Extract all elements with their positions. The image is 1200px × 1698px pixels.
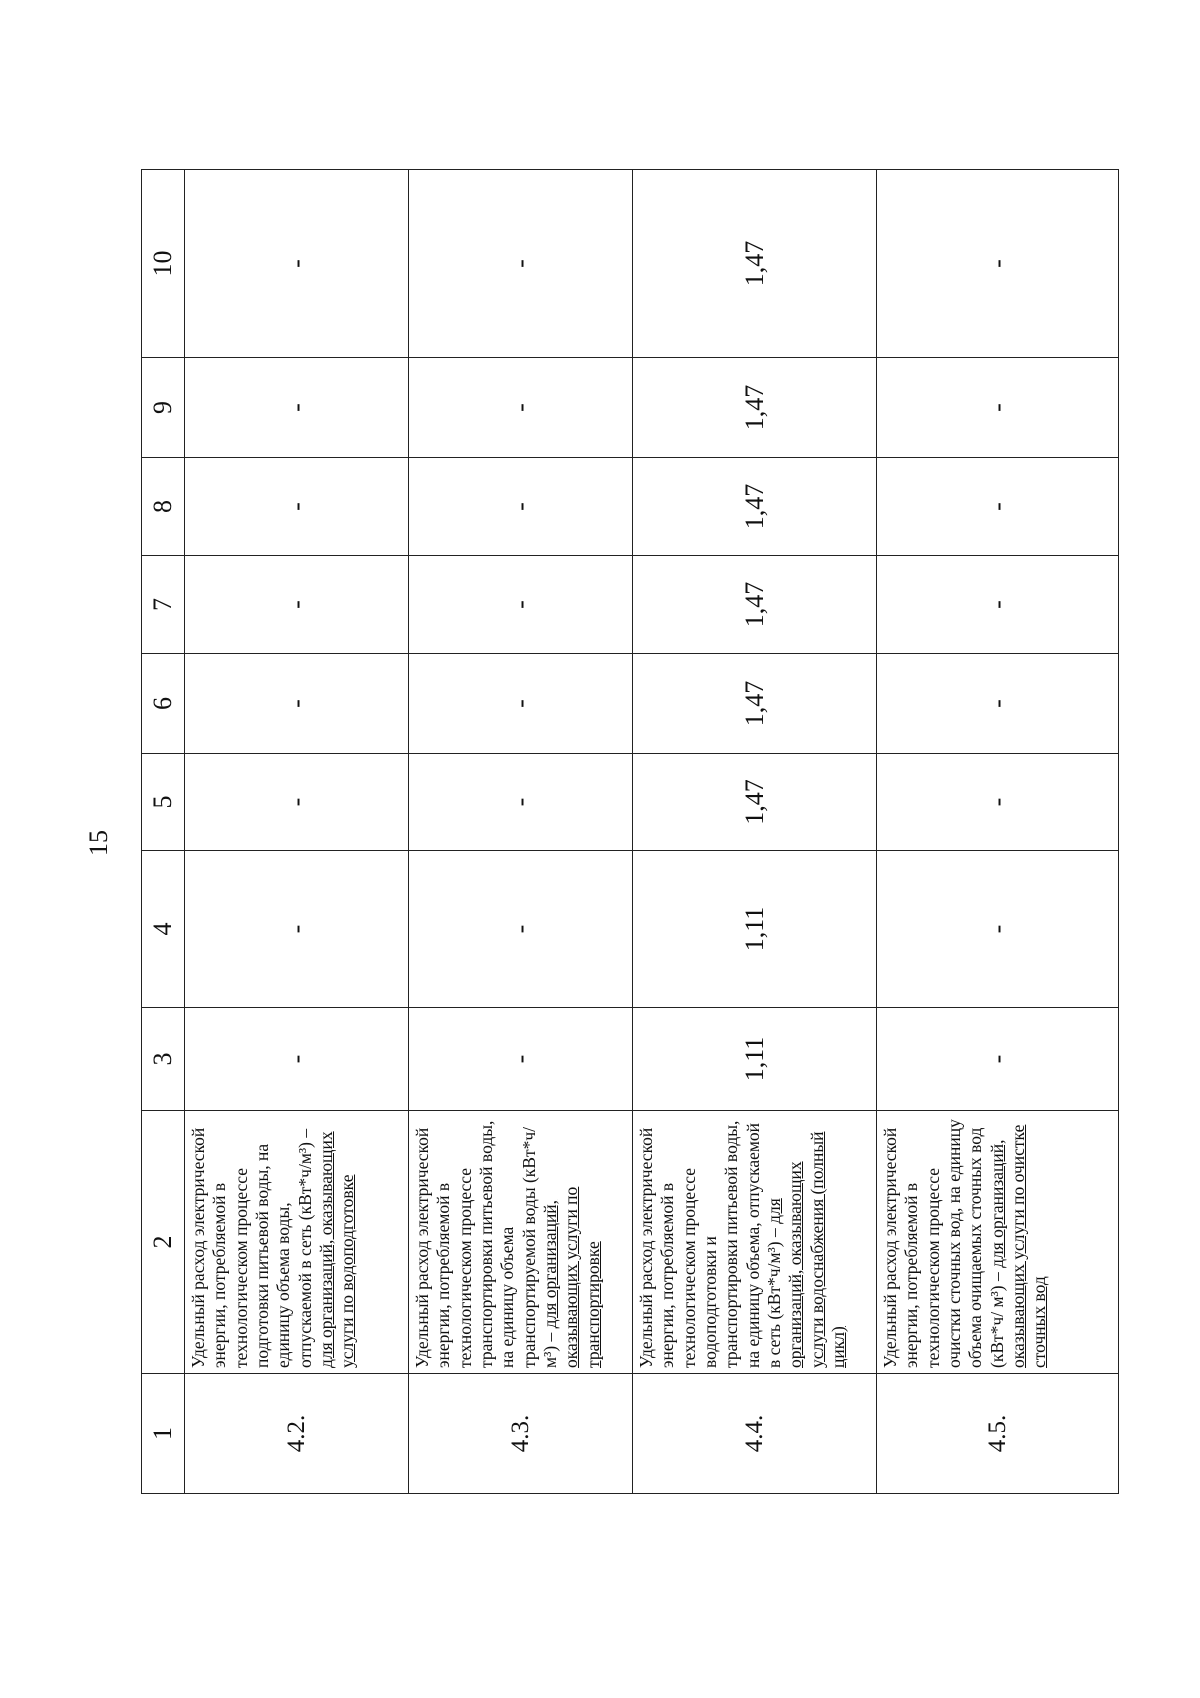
table-row xyxy=(185,170,409,1494)
row-description xyxy=(633,1111,877,1374)
value-cell: - xyxy=(185,358,409,458)
value-cell: - xyxy=(185,1008,409,1111)
header-cell: 6 xyxy=(142,654,185,754)
value-cell: - xyxy=(185,556,409,654)
value-cell: - xyxy=(877,170,1119,358)
table-row xyxy=(877,170,1119,1494)
description-text: Удельный расход электрической энергии, потребляемой в технологическом процессе подготовки питьевой воды, на единицу объема воды, отпускаемой в сеть (кВт*ч/м³) – xyxy=(188,1127,315,1368)
value-cell: - xyxy=(877,458,1119,556)
header-cell: 4 xyxy=(142,851,185,1008)
description-text: Удельный расход электрической энергии, потребляемой в технологическом процессе водоподготовки и транспортировки питьевой воды, на единицу объема, отпускаемой в сеть (кВт*ч/м³) – xyxy=(636,1120,785,1368)
value-cell: 1,47 xyxy=(633,754,877,851)
row-description xyxy=(409,1111,633,1374)
page-number-text: 15 xyxy=(84,830,113,856)
header-cell: 2 xyxy=(142,1111,185,1374)
description-text: Удельный расход электрической энергии, потребляемой в технологическом процессе очистки сточных вод, на единицу объема очищаемых сточных вод (кВт*ч/ м³) – xyxy=(880,1119,1007,1368)
header-cell: 8 xyxy=(142,458,185,556)
row-description xyxy=(877,1111,1119,1374)
value-cell: - xyxy=(409,556,633,654)
value-cell: - xyxy=(877,754,1119,851)
row-number: 4.4. xyxy=(633,1374,877,1494)
header-cell: 9 xyxy=(142,358,185,458)
value-cell: - xyxy=(877,851,1119,1008)
value-cell: - xyxy=(185,170,409,358)
value-cell: 1,47 xyxy=(633,654,877,754)
value-cell: - xyxy=(409,754,633,851)
row-description xyxy=(185,1111,409,1374)
row-number: 4.3. xyxy=(409,1374,633,1494)
table-header-row xyxy=(142,170,185,1494)
description-underlined-text: для организаций, оказывающих услуги водоснабжения (полный цикл) xyxy=(764,1131,849,1368)
value-cell: - xyxy=(409,358,633,458)
header-cell: 1 xyxy=(142,1374,185,1494)
value-cell: - xyxy=(877,1008,1119,1111)
description-underlined-text: для организаций, оказывающих услуги по водоподготовке xyxy=(316,1131,358,1368)
indicators-table xyxy=(141,169,1119,1494)
table-row xyxy=(409,170,633,1494)
value-cell: - xyxy=(185,851,409,1008)
row-number: 4.5. xyxy=(877,1374,1119,1494)
value-cell: - xyxy=(877,556,1119,654)
value-cell: - xyxy=(409,170,633,358)
row-number: 4.2. xyxy=(185,1374,409,1494)
header-cell: 10 xyxy=(142,170,185,358)
value-cell: - xyxy=(185,754,409,851)
header-cell: 5 xyxy=(142,754,185,851)
value-cell: 1,47 xyxy=(633,358,877,458)
description-underlined-text: для организаций, оказывающих услуги по очистке сточных вод xyxy=(986,1124,1050,1368)
value-cell: - xyxy=(185,458,409,556)
value-cell: - xyxy=(877,654,1119,754)
header-cell: 7 xyxy=(142,556,185,654)
value-cell: 1,47 xyxy=(633,170,877,358)
value-cell: 1,47 xyxy=(633,458,877,556)
value-cell: - xyxy=(409,458,633,556)
table-row xyxy=(633,170,877,1494)
value-cell: - xyxy=(185,654,409,754)
value-cell: - xyxy=(409,851,633,1008)
value-cell: 1,11 xyxy=(633,851,877,1008)
value-cell: 1,11 xyxy=(633,1008,877,1111)
value-cell: - xyxy=(409,1008,633,1111)
header-cell: 3 xyxy=(142,1008,185,1111)
description-underlined-text: для организаций, оказывающих услуги по транспортировке xyxy=(540,1186,603,1368)
value-cell: - xyxy=(877,358,1119,458)
value-cell: - xyxy=(409,654,633,754)
value-cell: 1,47 xyxy=(633,556,877,654)
description-text: Удельный расход электрической энергии, потребляемой в технологическом процессе транспортировки питьевой воды, на единицу объема транспортируемой воды (кВт*ч/м³) – xyxy=(412,1120,561,1368)
